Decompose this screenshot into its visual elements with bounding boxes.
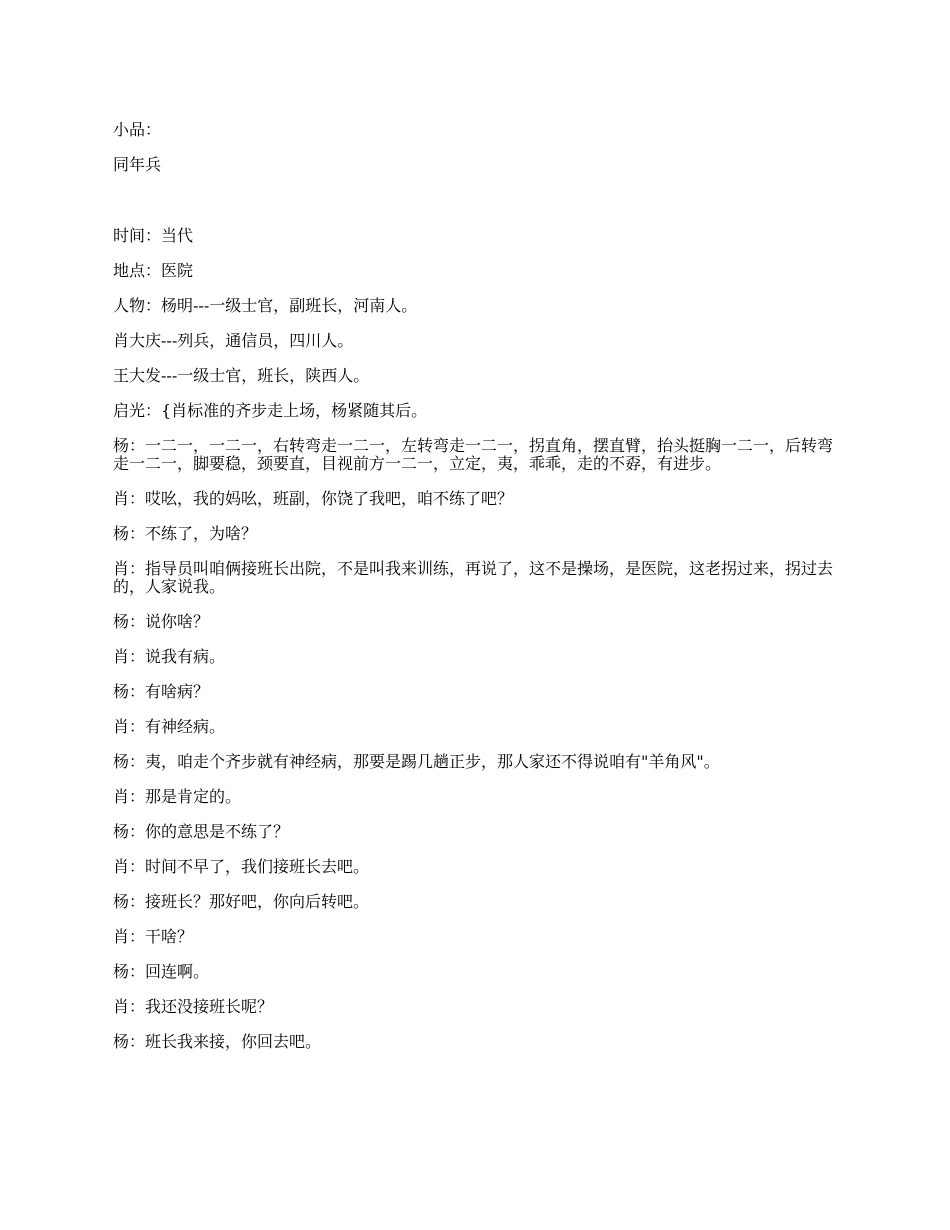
text-line: 杨：你的意思是不练了？ [113, 822, 290, 841]
text-line: 杨：回连啊。 [113, 962, 210, 981]
text-line: 地点：医院 [113, 261, 194, 280]
text-line: 启光：{肖标准的齐步走上场，杨紧随其后。 [113, 401, 428, 420]
text-line: 肖：我还没接班长呢？ [113, 997, 274, 1016]
text-line: 杨：不练了，为啥？ [113, 524, 258, 543]
text-line: 肖：说我有病。 [113, 647, 226, 666]
text-line: 杨：班长我来接，你回去吧。 [113, 1032, 322, 1051]
text-line: 肖：那是肯定的。 [113, 787, 242, 806]
text-line: 杨：一二一，一二一，右转弯走一二一，左转弯走一二一，拐直角，摆直臂，抬头挺胸一二一，后转弯走一二一，脚要稳，颈要直，目视前方一二一，立定，夷，乖乖，走的不孬，有进步。 [113, 436, 834, 473]
text-line: 肖：有神经病。 [113, 717, 226, 736]
text-line: 杨：说你啥？ [113, 612, 210, 631]
text-line: 肖：哎吆，我的妈吆，班副，你饶了我吧，咱不练了吧？ [113, 489, 514, 508]
text-line: 肖：干啥？ [113, 927, 194, 946]
text-line: 杨：接班长？那好吧，你向后转吧。 [113, 892, 370, 911]
text-line: 杨：有啥病？ [113, 682, 210, 701]
document-page [113, 121, 843, 1068]
text-line: 时间：当代 [113, 226, 194, 245]
text-line: 王大发---一级士官，班长，陕西人。 [113, 366, 370, 385]
text-line: 肖：时间不早了，我们接班长去吧。 [113, 857, 370, 876]
text-line: 人物：杨明---一级士官，副班长，河南人。 [113, 296, 418, 315]
header-label: 小品： [113, 120, 162, 139]
document-title: 同年兵 [113, 155, 162, 174]
text-line: 肖：指导员叫咱俩接班长出院，不是叫我来训练，再说了，这不是操场，是医院，这老拐过来，拐过去的，人家说我。 [113, 559, 834, 596]
text-line: 杨：夷，咱走个齐步就有神经病，那要是踢几趟正步，那人家还不得说咱有"羊角风"。 [113, 752, 720, 771]
text-line: 肖大庆---列兵，通信员，四川人。 [113, 331, 354, 350]
